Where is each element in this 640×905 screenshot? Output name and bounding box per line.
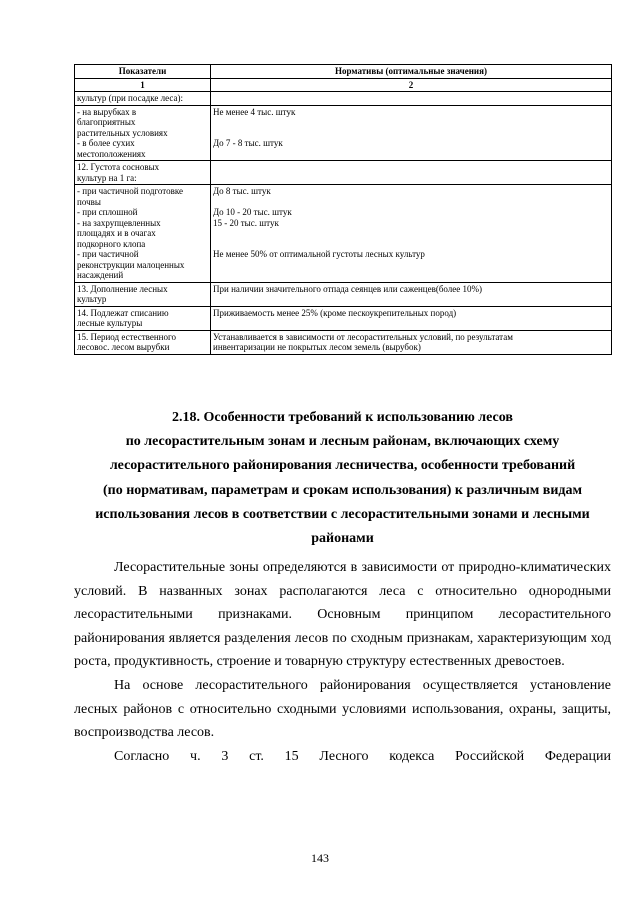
heading-line: использования лесов в соответствии с лесорастительными зонами и лесными <box>95 506 590 522</box>
cell-line: подкорного клопа <box>77 238 146 249</box>
cell-line: Не менее 50% от оптимальной густоты лесных культур <box>213 249 425 259</box>
cell-line: 15. Период естественного <box>77 331 176 342</box>
table-header-norms: Нормативы (оптимальные значения) <box>211 65 612 79</box>
paragraph: На основе лесорастительного районирования осуществляется установление лесных районов с относительно сходными условиями использования, охраны, защиты, воспроизводства лесов. <box>74 677 611 741</box>
cell-line: - на вырубках в <box>77 106 137 117</box>
row-indicator <box>75 330 211 354</box>
cell-line: реконструкции малоценных <box>77 259 185 270</box>
cell-line: До 8 тыс. штук <box>213 186 271 196</box>
cell-line: До 10 - 20 тыс. штук <box>213 207 292 217</box>
table-row <box>75 306 612 330</box>
table-row <box>75 282 612 306</box>
heading-line: по лесорастительным зонам и лесным районам, включающих схему <box>125 434 560 450</box>
cell-line: - при частичной подготовке <box>77 186 183 196</box>
body-text <box>74 556 611 768</box>
column-number-2: 2 <box>211 78 612 92</box>
cell-line: почвы <box>77 196 101 207</box>
section-heading <box>74 406 611 551</box>
cell-line: 13. Дополнение лесных <box>77 283 168 294</box>
cell-line: - в более сухих <box>77 138 135 148</box>
row-norm <box>211 330 612 354</box>
table-row <box>75 161 612 185</box>
page-number: 143 <box>311 851 329 865</box>
cell-line: лесовос. лесом вырубки <box>77 342 170 352</box>
cell-line: Не менее 4 тыс. штук <box>213 106 296 117</box>
cell-line: культур <box>77 294 107 304</box>
heading-line: районами <box>311 531 374 547</box>
row-norm <box>211 161 612 185</box>
cell-line: культур (при посадке леса): <box>77 93 183 103</box>
table-header-indicators: Показатели <box>75 65 211 79</box>
row-indicator <box>75 185 211 283</box>
heading-line: (по нормативам, параметрам и срокам использования) к различным видам <box>102 482 583 498</box>
cell-line: 14. Подлежат списанию <box>77 307 169 318</box>
cell-line: благоприятных <box>77 117 136 127</box>
table-column-number-row <box>75 78 612 92</box>
column-number-1: 1 <box>75 78 211 92</box>
cell-line: Устанавливается в зависимости от лесорастительных условий, по результатам <box>213 331 513 342</box>
cell-line: растительных условиях <box>77 127 168 138</box>
cell-line: культур на 1 га: <box>77 172 137 183</box>
table-row <box>75 185 612 283</box>
cell-line: - на захрупцевленных <box>77 217 161 228</box>
cell-line: насаждений <box>77 270 124 280</box>
paragraph: Лесорастительные зоны определяются в зависимости от природно-климатических условий. В названных зонах располагаются леса с относительно однородными лесорастительными признаками. Основным принципом лесорастительного районирования является разделения лесов по сходным признакам, характеризующим ход роста, продуктивность, строение и товарную структуру естественных древостоев. <box>74 560 611 670</box>
norms-table <box>74 64 612 355</box>
row-indicator <box>75 282 211 306</box>
paragraph: Согласно ч. 3 ст. 15 Лесного кодекса Российской Федерации <box>114 748 611 764</box>
row-indicator <box>75 105 211 161</box>
table-row <box>75 92 612 106</box>
cell-line: - при частичной <box>77 249 139 259</box>
row-norm <box>211 92 612 106</box>
row-indicator <box>75 92 211 106</box>
cell-line: 15 - 20 тыс. штук <box>213 217 279 228</box>
row-indicator <box>75 161 211 185</box>
table-header-row <box>75 65 612 79</box>
row-norm <box>211 306 612 330</box>
cell-line: лесные культуры <box>77 318 143 328</box>
row-norm <box>211 185 612 283</box>
cell-line: Приживаемость менее 25% (кроме пескоукрепительных пород) <box>213 307 457 318</box>
row-norm <box>211 282 612 306</box>
table-row <box>75 330 612 354</box>
cell-line: местоположениях <box>77 148 146 159</box>
cell-line: площадях и в очагах <box>77 228 156 238</box>
heading-line: лесорастительного районирования лесничества, особенности требований <box>109 458 576 474</box>
row-indicator <box>75 306 211 330</box>
cell-line: 12. Густота сосновых <box>77 162 160 172</box>
cell-line: При наличии значительного отпада сеянцев или саженцев(более 10%) <box>213 283 483 294</box>
cell-line: До 7 - 8 тыс. штук <box>213 138 283 148</box>
table-row <box>75 105 612 161</box>
row-norm <box>211 105 612 161</box>
cell-line: - при сплошной <box>77 207 138 217</box>
heading-line: 2.18. Особенности требований к использованию лесов <box>172 410 513 425</box>
cell-line: инвентаризации не покрытых лесом земель (вырубок) <box>213 342 421 352</box>
